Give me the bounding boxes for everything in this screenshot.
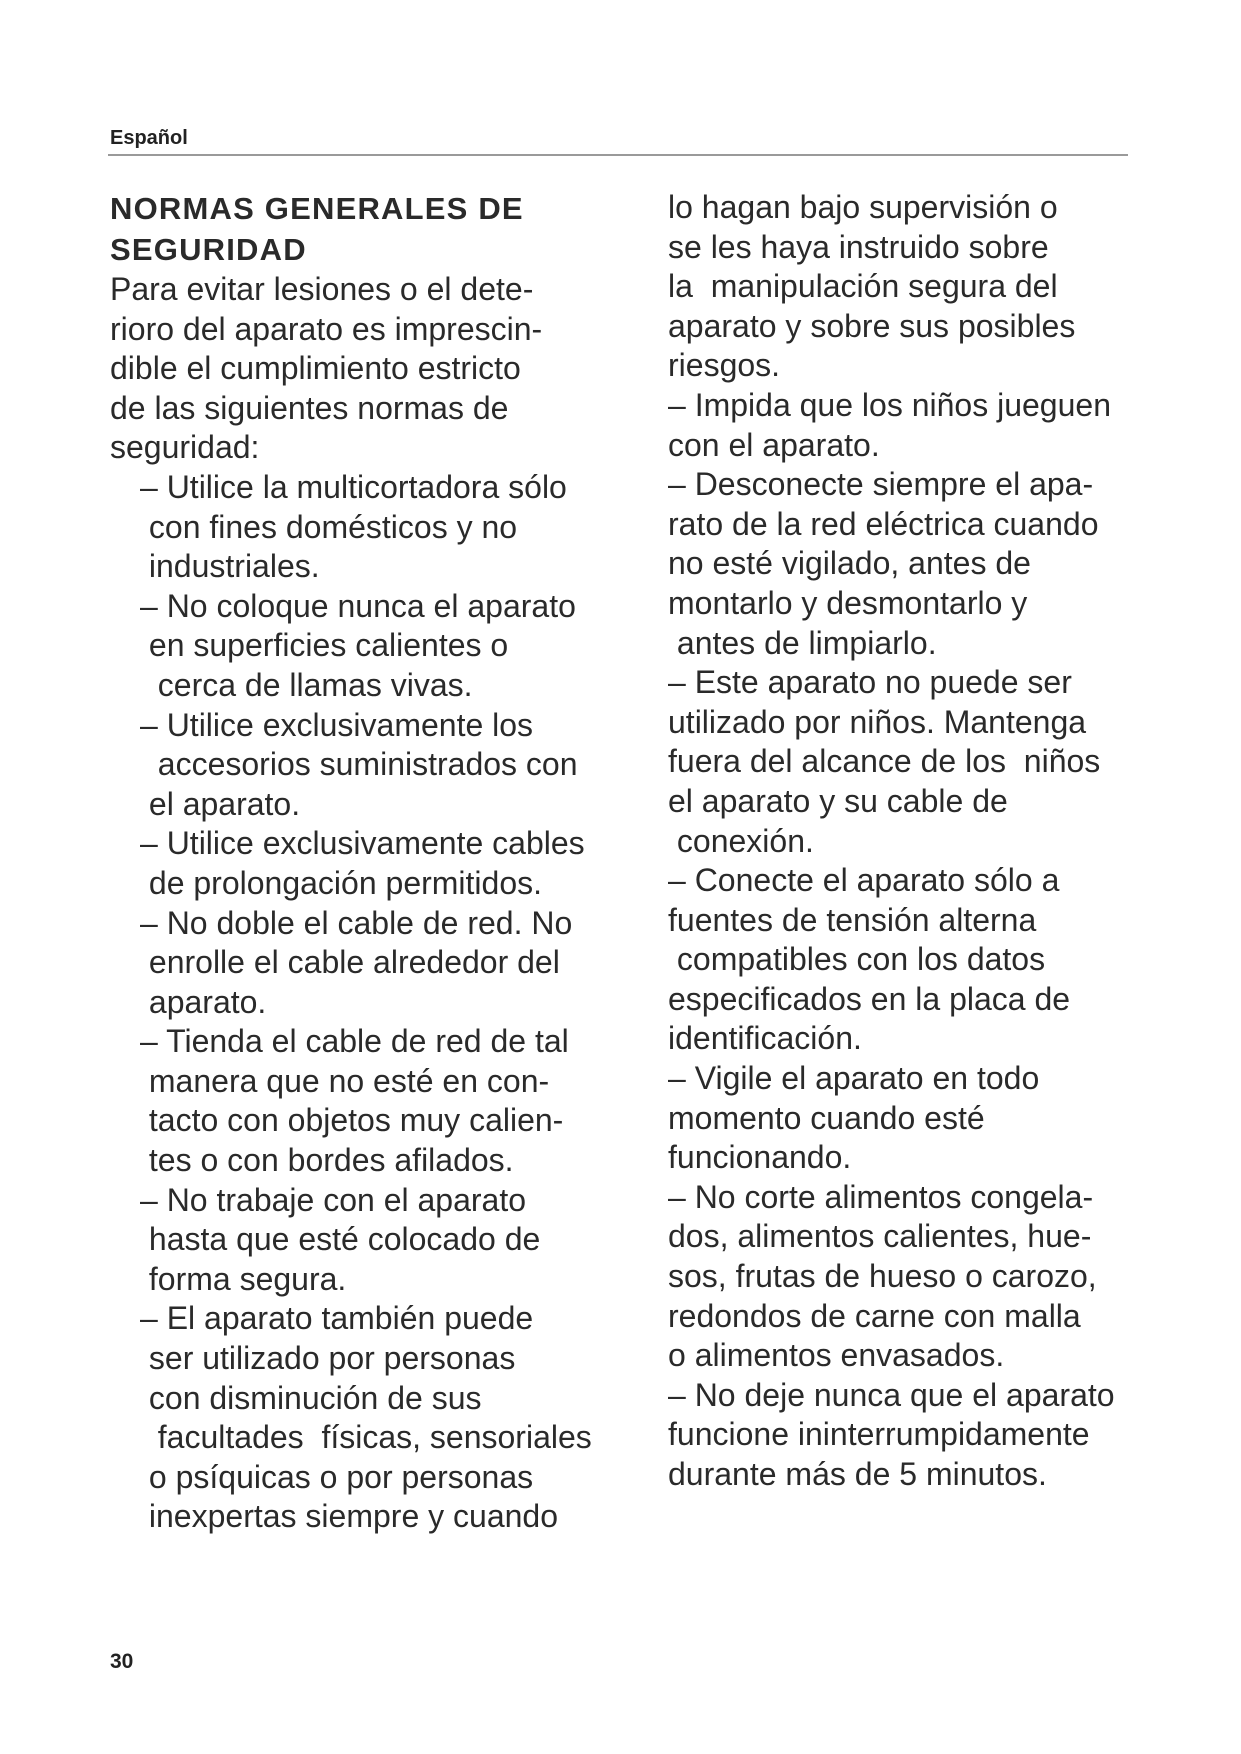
right-line: riesgos. xyxy=(668,347,781,384)
left-column xyxy=(110,188,650,1537)
list-line: – Utilice exclusivamente cables xyxy=(140,825,585,862)
list-line: con disminución de sus xyxy=(140,1379,482,1416)
right-line: fuera del alcance de los niños xyxy=(668,743,1101,780)
right-line: fuentes de tensión alterna xyxy=(668,901,1037,938)
list-line: con fines domésticos y no xyxy=(140,508,518,545)
list-line: – Utilice la multicortadora sólo xyxy=(140,468,567,505)
right-line: – Impida que los niños jueguen xyxy=(668,386,1111,423)
right-line: la manipulación segura del xyxy=(668,268,1058,305)
right-line: – Vigile el aparato en todo xyxy=(668,1060,1040,1097)
right-line: funcionando. xyxy=(668,1139,852,1176)
right-line: rato de la red eléctrica cuando xyxy=(668,505,1099,542)
title-line: NORMAS GENERALES DE xyxy=(110,191,524,226)
right-column xyxy=(668,188,1138,1495)
list-line: industriales. xyxy=(140,548,320,585)
right-line: dos, alimentos calientes, hue- xyxy=(668,1218,1092,1255)
title-line: SEGURIDAD xyxy=(110,232,307,267)
right-line: redondos de carne con malla xyxy=(668,1297,1081,1334)
list-line: el aparato. xyxy=(140,785,301,822)
intro-line: dible el cumplimiento estricto xyxy=(110,350,521,387)
list-line: – El aparato también puede xyxy=(140,1300,534,1337)
list-line: ser utilizado por personas xyxy=(140,1340,516,1377)
right-line: durante más de 5 minutos. xyxy=(668,1456,1047,1492)
right-line: no esté vigilado, antes de xyxy=(668,545,1031,582)
list-line: – No doble el cable de red. No xyxy=(140,904,573,941)
right-line: especificados en la placa de xyxy=(668,980,1071,1017)
list-line: cerca de llamas vivas. xyxy=(140,666,473,703)
right-line: compatibles con los datos xyxy=(668,941,1046,978)
list-line: – Tienda el cable de red de tal xyxy=(140,1023,569,1060)
intro-line: rioro del aparato es imprescin- xyxy=(110,310,543,347)
right-line: antes de limpiarlo. xyxy=(668,624,937,661)
list-line: aparato. xyxy=(140,983,267,1020)
right-line: momento cuando esté xyxy=(668,1099,985,1136)
right-line: funcione ininterrumpidamente xyxy=(668,1416,1090,1453)
right-line: sos, frutas de hueso o carozo, xyxy=(668,1258,1097,1295)
list-line: enrolle el cable alrededor del xyxy=(140,944,560,981)
list-line: hasta que esté colocado de xyxy=(140,1221,541,1258)
header-divider xyxy=(108,154,1128,156)
right-line: utilizado por niños. Mantenga xyxy=(668,703,1087,740)
intro-line: seguridad: xyxy=(110,429,260,466)
right-line: – Este aparato no puede ser xyxy=(668,664,1072,701)
intro-paragraph xyxy=(110,270,650,468)
list-line: – No trabaje con el aparato xyxy=(140,1181,527,1218)
right-line: el aparato y su cable de xyxy=(668,782,1008,819)
right-line: – Conecte el aparato sólo a xyxy=(668,862,1060,899)
list-line: en superficies calientes o xyxy=(140,627,509,664)
list-line: de prolongación permitidos. xyxy=(140,864,543,901)
list-line: – Utilice exclusivamente los xyxy=(140,706,534,743)
header-language: Español xyxy=(110,127,188,149)
page-number: 30 xyxy=(110,1650,134,1673)
list-line: inexpertas siempre y cuando xyxy=(140,1498,558,1535)
right-line: se les haya instruido sobre xyxy=(668,228,1049,265)
right-line: o alimentos envasados. xyxy=(668,1337,1005,1374)
list-line: tacto con objetos muy calien- xyxy=(140,1102,564,1139)
section-title xyxy=(110,188,650,270)
list-line: – No coloque nunca el aparato xyxy=(140,587,576,624)
right-line: aparato y sobre sus posibles xyxy=(668,307,1076,344)
list-line: forma segura. xyxy=(140,1260,347,1297)
right-line: conexión. xyxy=(668,822,814,859)
intro-line: Para evitar lesiones o el dete- xyxy=(110,271,534,307)
right-line: – No deje nunca que el aparato xyxy=(668,1376,1115,1413)
list-line: manera que no esté en con- xyxy=(140,1062,550,1099)
list-line: tes o con bordes afilados. xyxy=(140,1142,514,1179)
list-line: facultades físicas, sensoriales xyxy=(140,1419,592,1456)
list-line: accesorios suministrados con xyxy=(140,746,578,783)
safety-rules-list xyxy=(110,468,650,1537)
right-line: – No corte alimentos congela- xyxy=(668,1178,1094,1215)
right-line: – Desconecte siempre el apa- xyxy=(668,466,1094,503)
right-line: con el aparato. xyxy=(668,426,880,463)
right-line: identificación. xyxy=(668,1020,862,1057)
intro-line: de las siguientes normas de xyxy=(110,389,509,426)
right-line: montarlo y desmontarlo y xyxy=(668,584,1028,621)
right-line: lo hagan bajo supervisión o xyxy=(668,189,1058,225)
list-line: o psíquicas o por personas xyxy=(140,1458,534,1495)
